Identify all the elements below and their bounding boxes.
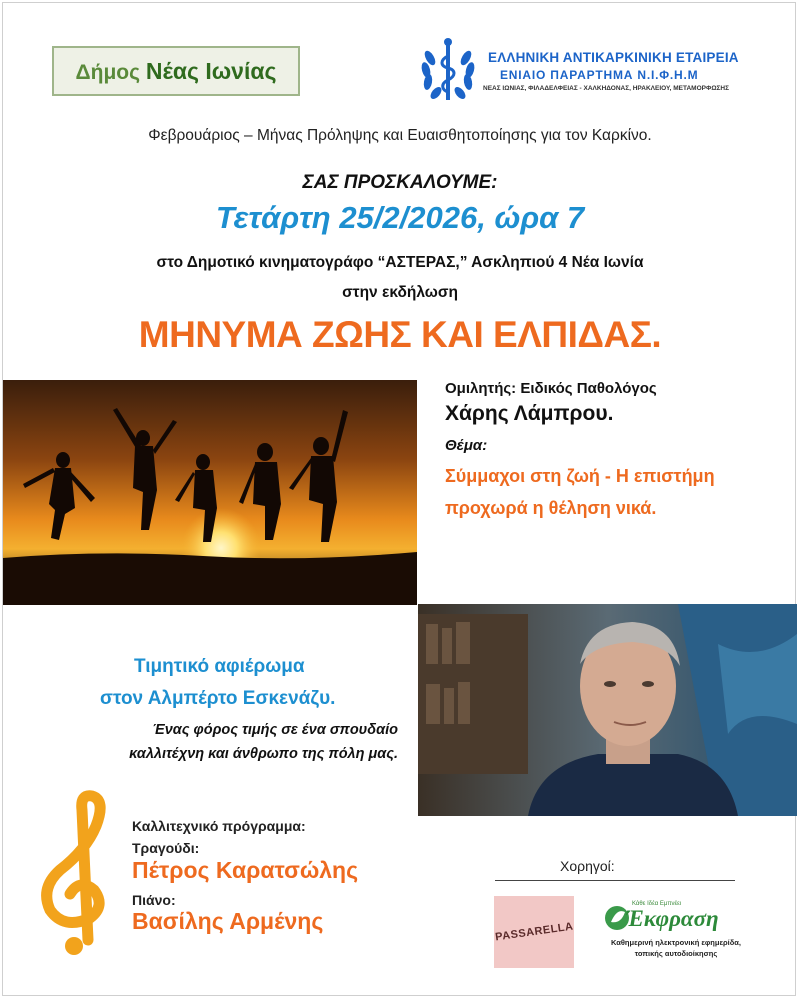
song-label: Τραγούδι: bbox=[132, 840, 200, 856]
event-title: ΜΗΝΥΜΑ ΖΩΗΣ ΚΑΙ ΕΛΠΙΔΑΣ. bbox=[138, 314, 662, 355]
municipality-name: Νέας Ιωνίας bbox=[145, 57, 277, 84]
invite-heading: ΣΑΣ ΠΡΟΣΚΑΛΟΥΜΕ: bbox=[302, 172, 498, 193]
ekfrasi-desc-1: Καθημερινή ηλεκτρονική εφημερίδα, bbox=[611, 938, 741, 947]
speaker-name: Χάρης Λάμπρου. bbox=[445, 402, 614, 425]
piano-label: Πιάνο: bbox=[132, 892, 176, 908]
society-areas: ΝΕΑΣ ΙΩΝΙΑΣ, ΦΙΛΑΔΕΛΦΕΙΑΣ - ΧΑΛΚΗΔΟΝΑΣ, ΗΡΑΚΛΕΙΟΥ, ΜΕΤΑΜΟΡΦΩΣΗΣ bbox=[483, 85, 730, 92]
month-line: Φεβρουάριος – Μήνας Πρόληψης και Ευαισθητοποίησης για τον Καρκίνο. bbox=[148, 127, 652, 144]
tribute-desc-2: καλλιτέχνη και άνθρωπο της πόλη μας. bbox=[129, 746, 398, 762]
sponsors-label: Χορηγοί: bbox=[560, 858, 615, 874]
theme-line-2: προχωρά η θέληση νικά. bbox=[445, 498, 657, 518]
treble-clef-icon bbox=[30, 790, 120, 960]
passarella-text: PASSARELLA bbox=[494, 920, 574, 944]
sunset-jumping-people-photo bbox=[3, 380, 417, 605]
ekfrasi-logo-text: Έκφραση bbox=[626, 906, 719, 931]
theme-label: Θέμα: bbox=[445, 437, 488, 454]
pianist-name: Βασίλης Αρμένης bbox=[132, 908, 324, 934]
sponsors-divider bbox=[495, 880, 735, 881]
portrait-photo bbox=[418, 604, 797, 816]
society-title: ΕΛΛΗΝΙΚΗ ΑΝΤΙΚΑΡΚΙΝΙΚΗ ΕΤΑΙΡΕΙΑ bbox=[488, 50, 739, 65]
event-venue: στο Δημοτικό κινηματογράφο “ΑΣΤΕΡΑΣ,” Ασκληπιού 4 Νέα Ιωνία bbox=[156, 254, 644, 271]
theme-line-1: Σύμμαχοι στη ζωή - Η επιστήμη bbox=[445, 466, 715, 486]
society-branch: ΕΝΙΑΙΟ ΠΑΡΑΡΤΗΜΑ Ν.Ι.Φ.Η.Μ bbox=[500, 68, 699, 82]
tribute-desc-1: Ένας φόρος τιμής σε ένα σπουδαίο bbox=[152, 722, 398, 738]
program-label: Καλλιτεχνικό πρόγραμμα: bbox=[132, 818, 306, 834]
singer-name: Πέτρος Καρατσώλης bbox=[132, 857, 359, 883]
passarella-logo bbox=[494, 896, 574, 968]
tribute-line-1: Τιμητικό αφιέρωμα bbox=[134, 656, 305, 677]
ekfrasi-desc-2: τοπικής αυτοδιοίκησης bbox=[634, 949, 718, 958]
speaker-role: Ομιλητής: Ειδικός Παθολόγος bbox=[445, 380, 657, 397]
event-date: Τετάρτη 25/2/2026, ώρα 7 bbox=[215, 200, 585, 235]
municipality-prefix: Δήμος bbox=[75, 60, 146, 84]
laurel-staff-icon bbox=[418, 36, 478, 106]
municipality-logo bbox=[52, 46, 300, 96]
ekfrasi-tagline: Κάθε Ιδέα Εμπνέει bbox=[632, 901, 682, 907]
tribute-line-2: στον Αλμπέρτο Εσκενάζυ. bbox=[100, 688, 336, 709]
event-label: στην εκδήλωση bbox=[342, 284, 458, 301]
